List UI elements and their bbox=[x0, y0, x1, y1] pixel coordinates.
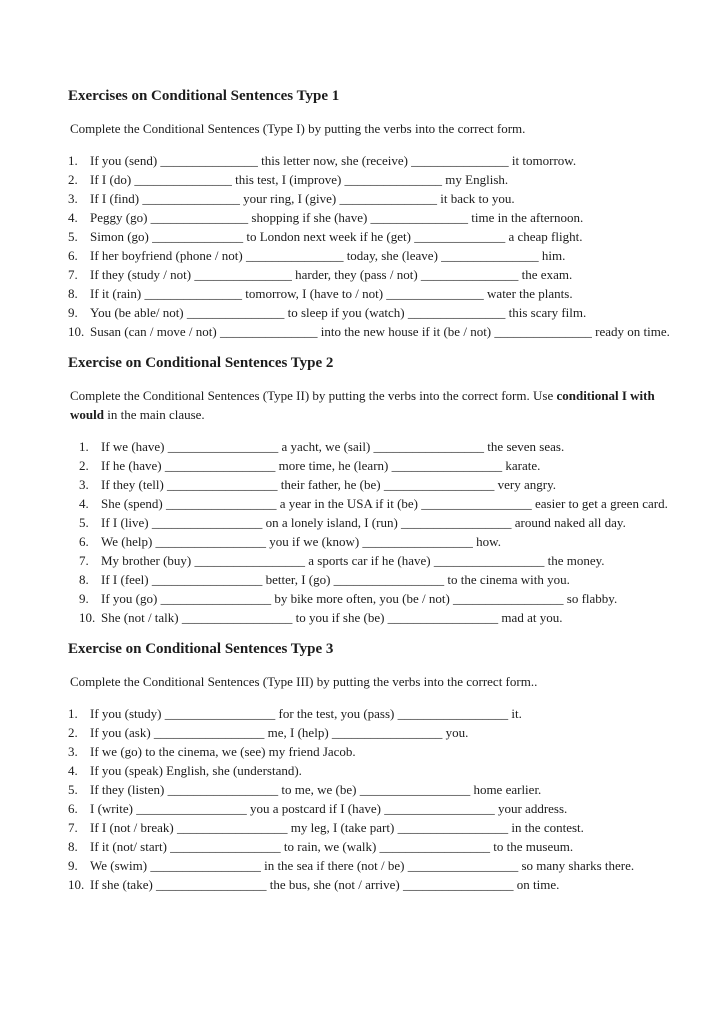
sentence-item: If they (tell) _________________ their father, he (be) _________________ very angry. bbox=[101, 477, 556, 492]
sentence-item: If you (send) _______________ this letter now, she (receive) _______________ it tomorrow. bbox=[90, 153, 577, 168]
exercise-section-type1 bbox=[68, 87, 678, 341]
section-instructions-type3: Complete the Conditional Sentences (Type III) by putting the verbs into the correct form.. bbox=[70, 674, 538, 689]
sentence-item: If I (find) _______________ your ring, I (give) _______________ it back to you. bbox=[90, 191, 515, 206]
sentence-item: My brother (buy) _________________ a sports car if he (have) _________________ the money. bbox=[101, 553, 605, 568]
sentence-item: Simon (go) ______________ to London next week if he (get) ______________ a cheap flight. bbox=[90, 229, 583, 244]
sentence-item: If you (ask) _________________ me, I (help) _________________ you. bbox=[90, 725, 469, 740]
section-instructions-type1: Complete the Conditional Sentences (Type I) by putting the verbs into the correct form. bbox=[70, 121, 526, 136]
sentence-item: If you (study) _________________ for the test, you (pass) _________________ it. bbox=[90, 706, 522, 721]
sentence-item: If I (not / break) _________________ my leg, I (take part) _________________ in the contest. bbox=[90, 820, 584, 835]
sentence-item: If it (not/ start) _________________ to rain, we (walk) _________________ to the museum. bbox=[90, 839, 574, 854]
sentence-item: If we (have) _________________ a yacht, we (sail) _________________ the seven seas. bbox=[101, 439, 565, 454]
sentence-item: If he (have) _________________ more time, he (learn) _________________ karate. bbox=[101, 458, 541, 473]
sentence-item: If we (go) to the cinema, we (see) my friend Jacob. bbox=[90, 744, 356, 759]
instructions-bold-text: conditional I with would bbox=[70, 388, 655, 422]
sentence-item: You (be able/ not) _______________ to sleep if you (watch) _______________ this scary film. bbox=[90, 305, 587, 320]
sentence-item: I (write) _________________ you a postcard if I (have) _________________ your address. bbox=[90, 801, 568, 816]
sentence-item: If I (do) _______________ this test, I (improve) _______________ my English. bbox=[90, 172, 509, 187]
exercise-section-type3 bbox=[68, 640, 678, 894]
sentence-item: If you (go) _________________ by bike more often, you (be / not) _________________ so flabby. bbox=[101, 591, 618, 606]
instructions-text: in the main clause. bbox=[103, 407, 205, 422]
sentence-item: We (help) _________________ you if we (know) _________________ how. bbox=[101, 534, 501, 549]
sentence-list-type1 bbox=[68, 151, 678, 341]
section-instructions-type2 bbox=[68, 386, 678, 424]
sentence-item: She (not / talk) _________________ to you if she (be) _________________ mad at you. bbox=[101, 610, 563, 625]
sentence-item: If I (feel) _________________ better, I (go) _________________ to the cinema with you. bbox=[101, 572, 570, 587]
sentence-item: Peggy (go) _______________ shopping if she (have) _______________ time in the afternoon. bbox=[90, 210, 584, 225]
sentence-item: If it (rain) _______________ tomorrow, I (have to / not) _______________ water the plants. bbox=[90, 286, 573, 301]
instructions-text: Complete the Conditional Sentences (Type II) by putting the verbs into the correct form. Use bbox=[70, 388, 557, 403]
section-title-type2: Exercise on Conditional Sentences Type 2 bbox=[68, 355, 334, 371]
sentence-item: If they (study / not) _______________ harder, they (pass / not) _______________ the exam. bbox=[90, 267, 573, 282]
section-title-type3: Exercise on Conditional Sentences Type 3 bbox=[68, 641, 334, 657]
exercise-section-type2 bbox=[68, 354, 678, 627]
sentence-item: We (swim) _________________ in the sea if there (not / be) _________________ so many sharks there. bbox=[90, 858, 635, 873]
sentence-list-type2 bbox=[79, 437, 678, 627]
sentence-list-type3 bbox=[68, 704, 678, 894]
sentence-item: If I (live) _________________ on a lonely island, I (run) _________________ around naked all day. bbox=[101, 515, 626, 530]
section-title-type1: Exercises on Conditional Sentences Type 1 bbox=[68, 88, 340, 104]
sentence-item: If her boyfriend (phone / not) _______________ today, she (leave) _______________ him. bbox=[90, 248, 566, 263]
sentence-item: She (spend) _________________ a year in the USA if it (be) _________________ easier to get a green card. bbox=[101, 496, 668, 511]
sentence-item: If she (take) _________________ the bus, she (not / arrive) _________________ on time. bbox=[90, 877, 560, 892]
sentence-item: If they (listen) _________________ to me, we (be) _________________ home earlier. bbox=[90, 782, 542, 797]
sentence-item: If you (speak) English, she (understand). bbox=[90, 763, 302, 778]
sentence-item: Susan (can / move / not) _______________ into the new house if it (be / not) _______________ ready on time. bbox=[90, 324, 670, 339]
